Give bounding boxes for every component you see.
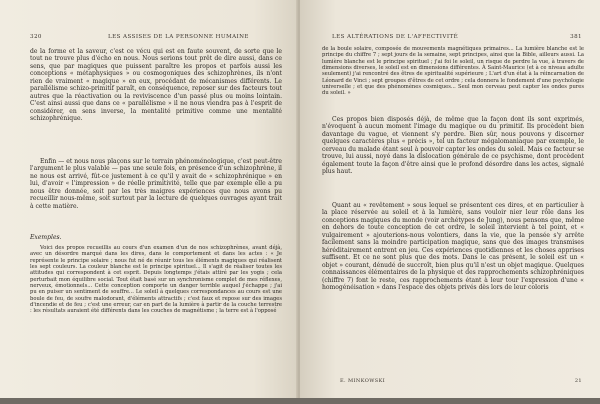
left-page-number: 320 [30,34,42,40]
footer-author: E. MINKOWSKI [340,378,386,384]
right-quote-continuation: de la boule solaire, composée de mouvements magnétiques primaires... La lumière blanche est le principe du chiffre 7 ; sept jours de la semaine, sept principes, ainsi que la Bible, ailleurs aussi. La lumière blanche est le principe spirituel ; j'ai foi le soleil, un risque de perdre la vue, à travers de dimensions diverses, le soleil est en dimensions différentes. À Saint-Maurice (et à ce niveau adulte seulement) j'ai rencontré des êtres de spiritualité supérieure ; L'art d'un état à la réincarnation de Léonard de Vinci ; sept groupes d'êtres de cet ordre ; cela donnera le fondement d'une psychologie universelle ; et que des phénomènes cosmiques... Seul mon cerveau peut capter les ondes pures du soleil. » [322,46,584,97]
examples-heading: Exemples. [30,234,62,241]
right-page-number: 381 [570,34,582,40]
left-running-head: LES ASSISES DE LA PERSONNE HUMAINE [108,34,249,40]
examples-quote: Voici des propos recueillis au cours d'un examen d'un de nos schizophrènes, avant déjà, avec un désordre marqué dans les dires, dans le comportement et dans les actes : « Je représente le principe solaire ; nous fut né de réunir tous les éléments magiques qui réalisent les sept couleurs. La couleur blanche est le principe spirituel... Il s'agit de réaliser toutes les attitudes qui correspondent à cet esprit. Depuis longtemps j'étais attiré par les yogis ; cela perturbait mon équilibre social. Tout était basé sur un synchronisme complet de mes réflexes, nerveux, émotionnels... Cette conception comporte un danger terrible auquel j'échappe ; j'ai pu en puiser un sentiment de souffre... Le soleil à quelques correspondances au cours est une boule de feu, de soufre malodorant, d'éléments attractifs ; c'est faux et repose sur des images d'incendie et de feu ; c'est une erreur, car en part de la lumière à partir de la couche terrestre : les résultats auraient été différents dans les couches de magnétisme ; la terre est à l'opposé [30,245,282,315]
footer-signature-number: 21 [574,378,582,384]
left-page [0,0,298,398]
left-paragraph-1: de la forme et la saveur, c'est ce vécu qui est en faute souvent, de sorte que le tout ne trouve plus d'écho en nous. Nous serions tout prêt de dire aussi, dans ce sens, que par magiques que puissent paraître les propos et parfois aussi les conceptions « métaphysiques » ou cosmogoniques des schizophrènes, ils n'ont rien de vraiment « magique » en eux, procédant de mécanismes différents. Le parallélisme schizo-primitif paraît, en conséquence, reposer sur des facteurs tout autres que la réactivation ou la reviviscence d'un passé plus ou moins lointain. C'est ainsi aussi que dans ce « parallélisme » il ne nous viendra pas à l'esprit de considérer, en sens inverse, la mentalité primitive comme une mentalité schizophrénique. [30,48,282,123]
right-page [300,0,600,398]
table-edge [0,398,600,404]
right-running-head: LES ALTÉRATIONS DE L'AFFECTIVITÉ [332,34,459,40]
right-paragraph-1: Ces propos bien disposés déjà, de même que la façon dont ils sont exprimés, n'évoquent à aucun moment l'image du magique ou du primitif. Ils procèdent bien davantage du vague, et viennent s'y perdre. Bien sûr, nous pouvons y discerner quelques caractères plus « précis », tel un facteur mégalomaniaque par exemple, le cerveau du malade étant seul à pouvoir capter les ondes du soleil. Mais ce facteur se trouve, lui aussi, noyé dans la dislocation générale de ce psychisme, dont procèdent également toute la façon d'être ainsi que le profond désordre dans les actes, signalé plus haut. [322,116,584,176]
left-paragraph-2: Enfin — et nous nous plaçons sur le terrain phénoménologique, c'est peut-être l'argument le plus valable — pas une seule fois, en présence d'un schizophrène, il ne nous est arrivé, fût-ce justement à ce qu'il y avait de « schizophrénique » en lui, d'avoir « l'impression » de réelle primitivité, telle que par exemple elle a pu nous être donnée, soit par les très maigres expériences que nous avons pu recueillir nous-même, soit surtout par la lecture de quelques ouvrages ayant trait à cette matière. [30,158,282,210]
right-paragraph-2: Quant au « revêtement » sous lequel se présentent ces dires, et en particulier à la place réservée au soleil et à la lumière, sans vouloir nier leur rôle dans les conceptions magiques du monde (voir archétypes de Jung), nous pensons que, même en dehors de toute conception de cet ordre, le soleil intervient à tel point, et « vulgairement » ajouterions-nous volontiers, dans la vie, que la pensée s'y arrête facilement sans la moindre participation magique, sans que des images transmises héréditairement entrent en jeu. Ces expériences quotidiennes et les choses apprises suffisent. Et ce ne sont plus que des mots. Dans le cas présent, le soleil est un « objet » courant, dénudé de succroît, bien plus qu'il n'est un objet magique. Quelques connaissances élémentaires de la physique et des rapprochements schizophréniques (chiffre 7) font le reste, ces rapprochements étant à leur tour l'expression d'une « homogénéisation » dans l'espace des objets privés dès lors de leur coloris [322,202,584,291]
